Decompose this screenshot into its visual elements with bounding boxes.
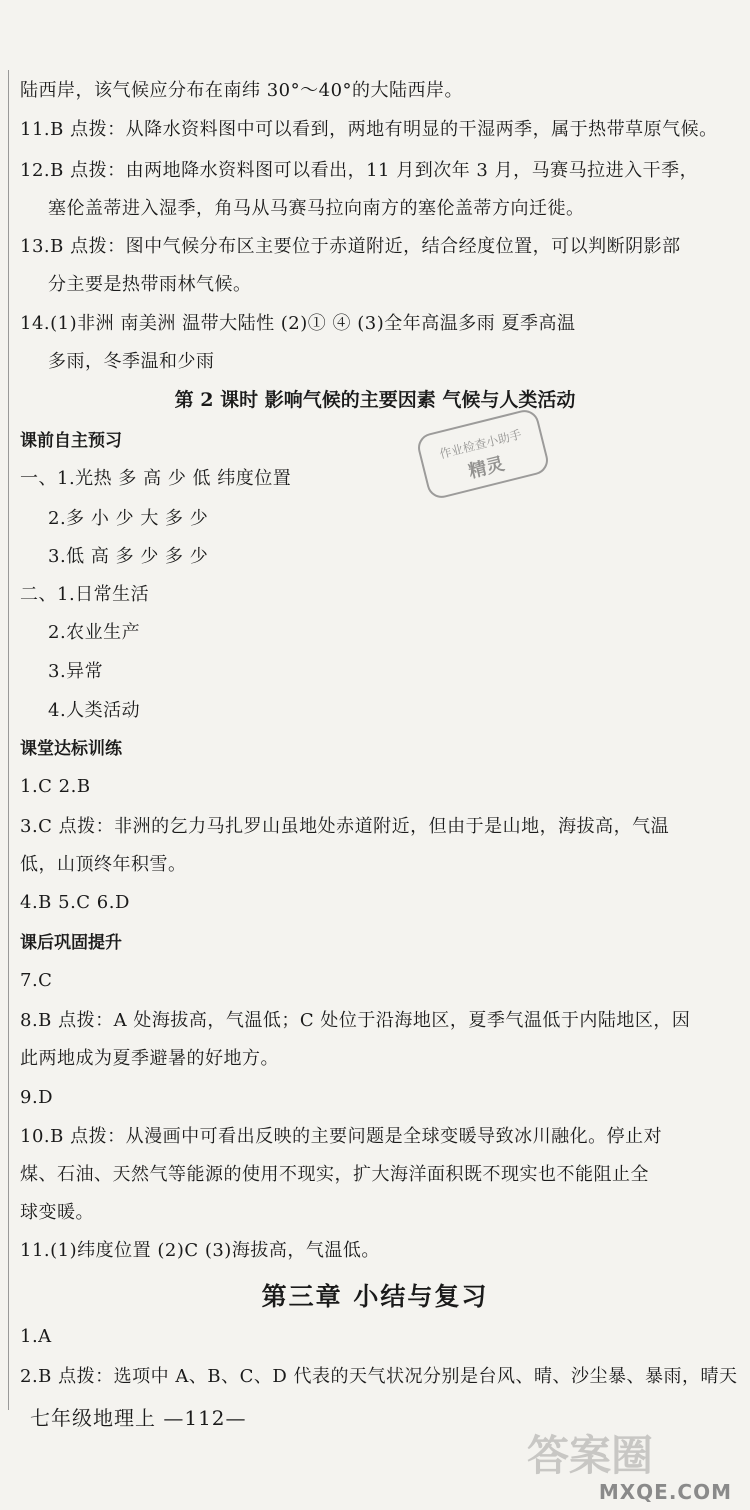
sub-heading-preview: 课前自主预习 xyxy=(20,431,122,451)
section-title: 第 2 课时 影响气候的主要因素 气候与人类活动 xyxy=(174,389,576,411)
answer-line: 13.B 点拨：图中气候分布区主要位于赤道附近，结合经度位置，可以判断阴影部 xyxy=(20,236,681,257)
sub-heading-after: 课后巩固提升 xyxy=(20,933,122,953)
answer-line: 1.A xyxy=(20,1326,52,1347)
answer-line: 1.C 2.B xyxy=(20,776,91,797)
answer-line: 8.B 点拨：A 处海拔高，气温低；C 处位于沿海地区，夏季气温低于内陆地区，因 xyxy=(20,1010,691,1031)
answer-line: 3.异常 xyxy=(48,661,104,682)
answer-line: 14.(1)非洲 南美洲 温带大陆性 (2)① ④ (3)全年高温多雨 夏季高温 xyxy=(20,313,576,334)
answer-line: 2.农业生产 xyxy=(48,622,141,643)
answer-line: 低，山顶终年积雪。 xyxy=(20,854,187,875)
answer-line: 2.B 点拨：选项中 A、B、C、D 代表的天气状况分别是台风、晴、沙尘暴、暴雨，晴天 xyxy=(20,1366,738,1387)
stamp-text-bottom: 精灵 xyxy=(466,453,507,483)
answer-line: 4.B 5.C 6.D xyxy=(20,892,130,913)
answer-line: 3.C 点拨：非洲的乞力马扎罗山虽地处赤道附近，但由于是山地，海拔高，气温 xyxy=(20,816,670,837)
watermark-url: MXQE.COM xyxy=(598,1480,732,1504)
answer-line: 9.D xyxy=(20,1087,54,1108)
answer-line: 多雨，冬季温和少雨 xyxy=(48,351,215,372)
answer-line: 二、1.日常生活 xyxy=(20,584,150,605)
answer-line: 7.C xyxy=(20,970,53,991)
watermark-brand: 答案圈 xyxy=(526,1431,654,1480)
page-footer-label: 七年级地理上 —112— xyxy=(30,1406,247,1430)
stamp-text-top: 作业检查小助手 xyxy=(438,427,524,462)
sub-heading-class: 课堂达标训练 xyxy=(20,739,122,759)
answer-line: 11.(1)纬度位置 (2)C (3)海拔高，气温低。 xyxy=(20,1240,380,1261)
answer-line: 分主要是热带雨林气候。 xyxy=(48,274,252,295)
answer-line: 一、1.光热 多 高 少 低 纬度位置 xyxy=(20,468,292,489)
answer-line: 10.B 点拨：从漫画中可看出反映的主要问题是全球变暖导致冰川融化。停止对 xyxy=(20,1126,663,1147)
answer-line: 煤、石油、天然气等能源的使用不现实，扩大海洋面积既不现实也不能阻止全 xyxy=(20,1164,649,1185)
answer-line: 11.B 点拨：从降水资料图中可以看到，两地有明显的干湿两季，属于热带草原气候。 xyxy=(20,119,718,140)
answer-line: 3.低 高 多 少 多 少 xyxy=(48,546,209,567)
answer-line: 陆西岸，该气候应分布在南纬 30°～40°的大陆西岸。 xyxy=(20,80,464,101)
answer-line: 4.人类活动 xyxy=(48,700,141,721)
answer-line: 球变暖。 xyxy=(20,1202,94,1223)
binding-margin-line xyxy=(8,70,9,1410)
answer-line: 塞伦盖蒂进入湿季，角马从马赛马拉向南方的塞伦盖蒂方向迁徙。 xyxy=(48,198,585,219)
answer-line: 此两地成为夏季避暑的好地方。 xyxy=(20,1048,279,1069)
chapter-title: 第三章 小结与复习 xyxy=(261,1282,489,1311)
answer-line: 12.B 点拨：由两地降水资料图可以看出，11 月到次年 3 月，马赛马拉进入干季， xyxy=(20,160,699,181)
answer-line: 2.多 小 少 大 多 少 xyxy=(48,508,209,529)
